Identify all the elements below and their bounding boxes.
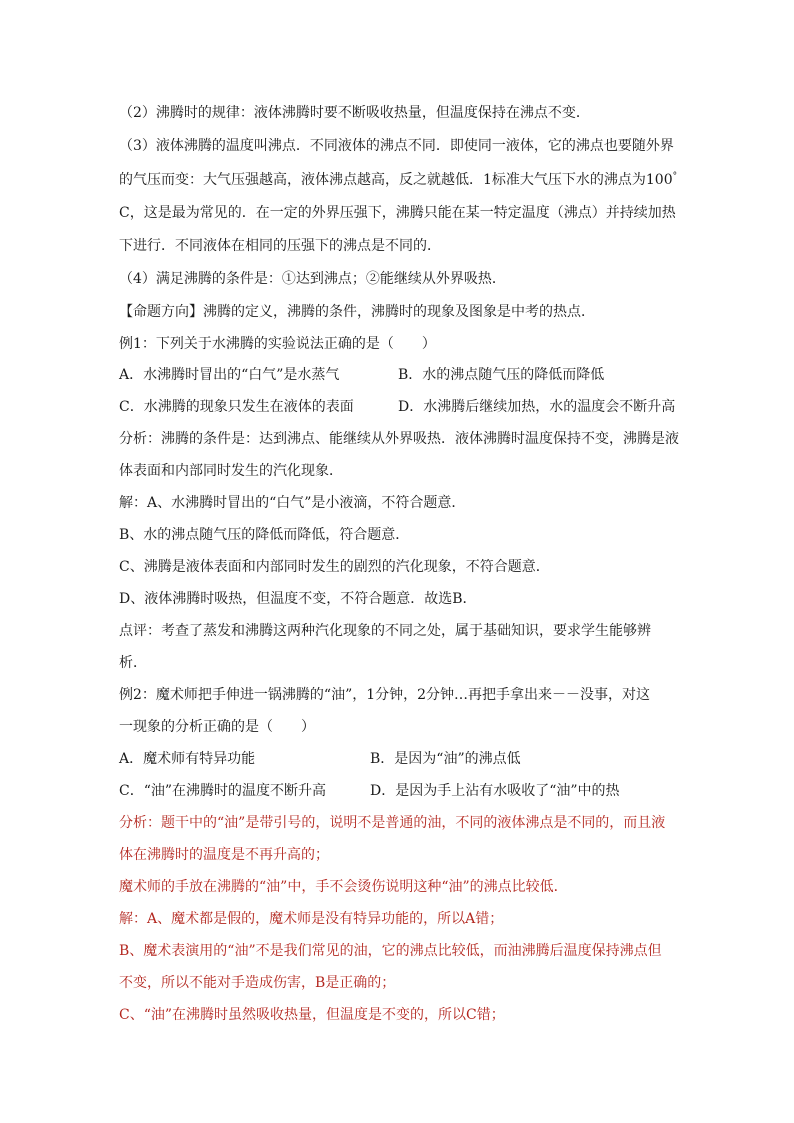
solution-text: 解：A、水沸腾时冒出的“白气”是小液滴，不符合题意．	[119, 495, 466, 511]
text-line: （4）满足沸腾的条件是：①达到沸点；②能继续从外界吸热．	[119, 271, 506, 287]
option-c: C．“油”在沸腾时的温度不断升高	[119, 783, 327, 799]
section-heading: 【命题方向】沸腾的定义，沸腾的条件，沸腾时的现象及图象是中考的热点．	[119, 304, 595, 320]
solution-text: D、液体沸腾时吸热，但温度不变，不符合题意．故选B．	[119, 591, 477, 607]
solution-text: B、水的沸点随气压的降低而降低，符合题意．	[119, 527, 410, 543]
analysis-text: 分析：沸腾的条件是：达到沸点、能继续从外界吸热．液体沸腾时温度保持不变，沸腾是液	[119, 431, 679, 447]
analysis-text: 体在沸腾时的温度是不再升高的；	[119, 847, 329, 863]
option-c: C．水沸腾的现象只发生在液体的表面	[119, 399, 354, 415]
degree-mark: °	[672, 171, 678, 182]
analysis-text: 体表面和内部同时发生的汽化现象．	[119, 463, 343, 479]
example-question: 例2：魔术师把手伸进一锅沸腾的“油”，1分钟，2分钟…再把手拿出来－－没事，对这	[119, 687, 651, 703]
solution-text: C、“油”在沸腾时虽然吸收热量，但温度是不变的，所以C错；	[119, 1007, 505, 1023]
option-a: A．水沸腾时冒出的“白气”是水蒸气	[119, 367, 340, 383]
example-question: 一现象的分析正确的是（ ）	[119, 719, 315, 735]
solution-text: C、沸腾是液体表面和内部同时发生的剧烈的汽化现象，不符合题意．	[119, 559, 550, 575]
comment-text: 点评：考查了蒸发和沸腾这两种汽化现象的不同之处，属于基础知识，要求学生能够辨	[119, 623, 651, 639]
option-a: A．魔术师有特异功能	[119, 751, 256, 767]
option-b: B．水的沸点随气压的降低而降低	[398, 367, 605, 383]
analysis-text: 分析：题干中的“油”是带引号的，说明不是普通的油，不同的液体沸点是不同的，而且液	[119, 815, 666, 831]
option-d: D．是因为手上沾有水吸收了“油”中的热	[370, 783, 620, 799]
option-b: B．是因为“油”的沸点低	[370, 751, 521, 767]
solution-text: 不变，所以不能对手造成伤害，B是正确的；	[119, 975, 396, 991]
text-line: （2）沸腾时的规律：液体沸腾时要不断吸收热量，但温度保持在沸点不变．	[119, 105, 590, 121]
comment-text: 析．	[119, 655, 147, 671]
example-question: 例1：下列关于水沸腾的实验说法正确的是（ ）	[119, 336, 436, 352]
text-line: 下进行．不同液体在相同的压强下的沸点是不同的．	[119, 238, 441, 254]
analysis-text: 魔术师的手放在沸腾的“油”中，手不会烫伤说明这种“油”的沸点比较低．	[119, 879, 568, 895]
option-d: D．水沸腾后继续加热，水的温度会不断升高	[398, 399, 676, 415]
text-line	[119, 171, 699, 189]
solution-text: 解：A、魔术都是假的，魔术师是没有特异功能的，所以A错；	[119, 911, 504, 927]
solution-text: B、魔术表演用的“油”不是我们常见的油，它的沸点比较低，而油沸腾后温度保持沸点但	[119, 943, 662, 959]
text-line: （3）液体沸腾的温度叫沸点．不同液体的沸点不同．即使同一液体，它的沸点也要随外界	[119, 138, 674, 154]
text-line: C，这是最为常见的．在一定的外界压强下，沸腾只能在某一特定温度（沸点）并持续加热	[119, 205, 676, 221]
text-fragment: 的气压而变：大气压强越高，液体沸点越高，反之就越低．1标准大气压下水的沸点为100	[119, 172, 673, 188]
